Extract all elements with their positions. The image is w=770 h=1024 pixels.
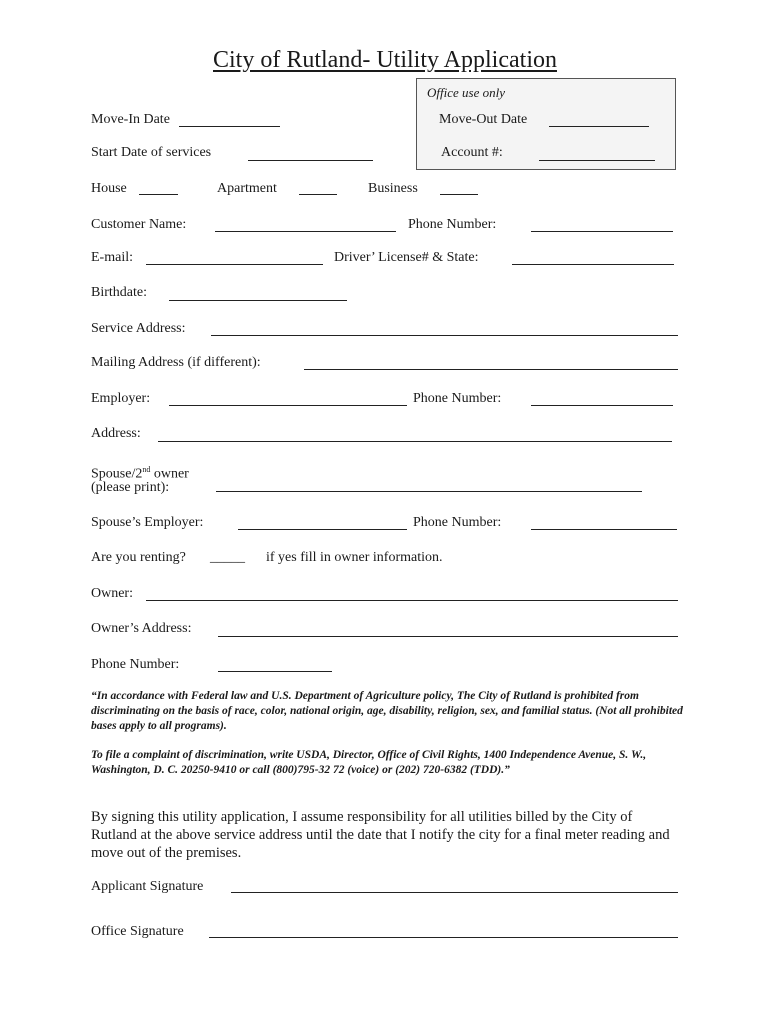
owner-address-field[interactable] bbox=[218, 636, 678, 637]
page-title: City of Rutland- Utility Application bbox=[213, 47, 557, 73]
service-address-field[interactable] bbox=[211, 335, 678, 336]
complaint-notice: To file a complaint of discrimination, write USDA, Director, Office of Civil Rights, 1400 Independence Avenue, S. W., Washington, D. C. 20250-9410 or call (800)795-32 72 (voice) or (202) 720-6382 (TDD).” bbox=[91, 749, 647, 776]
applicant-signature-field[interactable] bbox=[231, 892, 678, 893]
birthdate-field[interactable] bbox=[169, 300, 347, 301]
employer-phone-field[interactable] bbox=[531, 405, 673, 406]
drivers-license-label: Driver’ License# & State: bbox=[334, 250, 479, 265]
move-in-label: Move-In Date bbox=[91, 112, 170, 127]
house-label: House bbox=[91, 181, 127, 196]
spouse-label: Spouse/2nd owner bbox=[91, 465, 189, 482]
spouse-phone-field[interactable] bbox=[531, 529, 677, 530]
apartment-field[interactable] bbox=[299, 194, 337, 195]
owner-field[interactable] bbox=[146, 600, 678, 601]
apartment-label: Apartment bbox=[217, 181, 277, 196]
agreement-text: By signing this utility application, I assume responsibility for all utilities billed by the City of Rutland at the above service address until the date that I notify the city for a final meter reading and move out of the premises. bbox=[91, 809, 670, 861]
mailing-address-label: Mailing Address (if different): bbox=[91, 355, 261, 370]
spouse-employer-field[interactable] bbox=[238, 529, 407, 530]
start-date-field[interactable] bbox=[248, 160, 373, 161]
birthdate-label: Birthdate: bbox=[91, 285, 147, 300]
spouse-print-label: (please print): bbox=[91, 480, 170, 495]
account-label: Account #: bbox=[441, 145, 503, 160]
office-signature-field[interactable] bbox=[209, 937, 678, 938]
owner-phone-field[interactable] bbox=[218, 671, 332, 672]
applicant-signature-label: Applicant Signature bbox=[91, 879, 204, 894]
service-address-label: Service Address: bbox=[91, 321, 186, 336]
move-out-field[interactable] bbox=[549, 126, 649, 127]
office-signature-label: Office Signature bbox=[91, 924, 184, 939]
phone-number-field[interactable] bbox=[531, 231, 673, 232]
drivers-license-field[interactable] bbox=[512, 264, 674, 265]
employer-phone-label: Phone Number: bbox=[413, 391, 502, 406]
address-field[interactable] bbox=[158, 441, 672, 442]
spouse-employer-label: Spouse’s Employer: bbox=[91, 515, 204, 530]
business-label: Business bbox=[368, 181, 418, 196]
spouse-phone-label: Phone Number: bbox=[413, 515, 502, 530]
customer-name-field[interactable] bbox=[215, 231, 396, 232]
start-date-label: Start Date of services bbox=[91, 145, 212, 160]
mailing-address-field[interactable] bbox=[304, 369, 678, 370]
office-use-heading: Office use only bbox=[427, 85, 505, 100]
move-in-field[interactable] bbox=[179, 126, 280, 127]
owner-address-label: Owner’s Address: bbox=[91, 621, 192, 636]
move-out-label: Move-Out Date bbox=[439, 112, 528, 127]
owner-label: Owner: bbox=[91, 586, 133, 601]
renting-note: if yes fill in owner information. bbox=[266, 550, 443, 565]
nondiscrimination-notice: “In accordance with Federal law and U.S. Department of Agriculture policy, The City of Rutland is prohibited from discriminating on the basis of race, color, national origin, age, disability, religion, sex, and familial status. (Not all prohibited bases apply to all programs). bbox=[91, 690, 683, 732]
spouse-field[interactable] bbox=[216, 491, 642, 492]
business-field[interactable] bbox=[440, 194, 478, 195]
address-label: Address: bbox=[91, 426, 141, 441]
renting-field[interactable]: _____ bbox=[210, 550, 245, 565]
employer-label: Employer: bbox=[91, 391, 151, 406]
email-field[interactable] bbox=[146, 264, 323, 265]
account-field[interactable] bbox=[539, 160, 655, 161]
employer-field[interactable] bbox=[169, 405, 407, 406]
owner-phone-label: Phone Number: bbox=[91, 657, 180, 672]
email-label: E-mail: bbox=[91, 250, 133, 265]
phone-number-label: Phone Number: bbox=[408, 217, 497, 232]
renting-label: Are you renting? bbox=[91, 550, 186, 565]
customer-name-label: Customer Name: bbox=[91, 217, 187, 232]
house-field[interactable] bbox=[139, 194, 178, 195]
